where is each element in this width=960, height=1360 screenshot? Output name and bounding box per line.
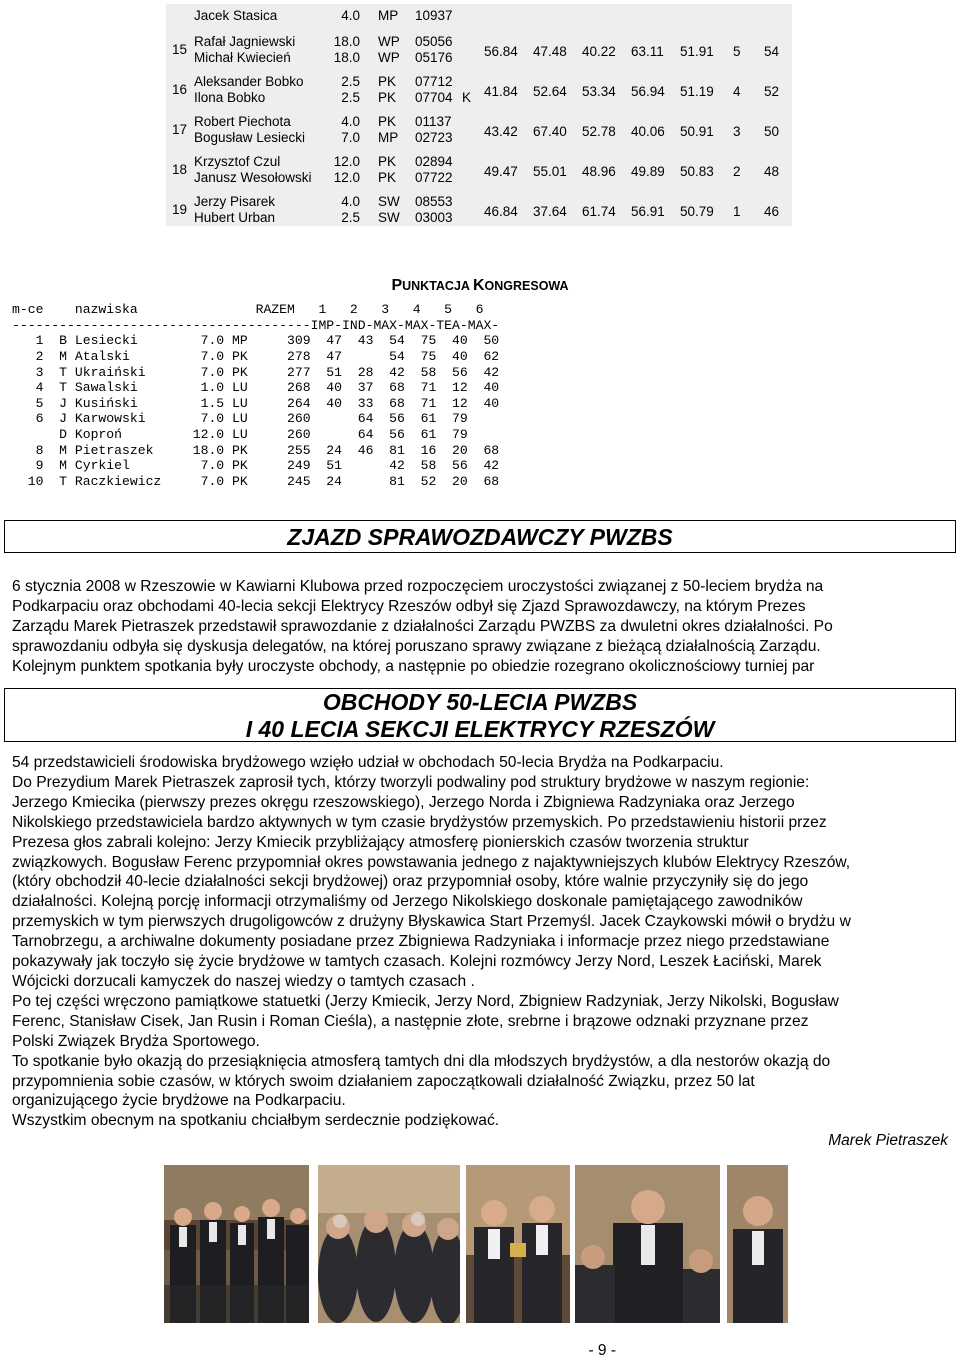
place: 1 [733, 204, 741, 219]
player-club: WP [378, 50, 400, 65]
points: 54 [764, 44, 780, 59]
player-club: PK [378, 114, 397, 129]
player-name: Ilona Bobko [194, 90, 266, 105]
photo-guest [727, 1165, 788, 1323]
photo-speaker [575, 1165, 720, 1323]
player-club: MP [378, 130, 399, 145]
player-handicap: 7.0 [341, 130, 360, 145]
player-handicap: 2.5 [341, 74, 360, 89]
session-score: 49.89 [631, 164, 665, 179]
points: 46 [764, 204, 780, 219]
text-line: Zarządu Marek Pietraszek przedstawił sprawozdanie z działalności Zarządu PWZBS za dwuletni okres działalności. Po [12, 617, 833, 635]
session-score: 50.79 [680, 204, 714, 219]
row-number: 16 [172, 82, 188, 97]
row-number: 19 [172, 202, 188, 217]
player-id: 07704 [415, 90, 453, 105]
text-line: Tarnobrzegu, a archiwalne dokumenty posiadane przez Zbigniewa Radzyniaka i informacje przez niego przedstawiane [12, 933, 830, 951]
place: 2 [733, 164, 741, 179]
session-score: 40.06 [631, 124, 665, 139]
text-line: Prezesa głos zabrali kolejno: Jerzy Kmiecik przybliżający atmosferę pionierskich czasów tworzenia struktur [12, 833, 749, 851]
place: 5 [733, 44, 741, 59]
text-line: Jerzego Kmiecika (pierwszy prezes okręgu rzeszowskiego), Jerzego Norda i Zbigniewa Radzyniaka oraz Jerzego [12, 793, 795, 811]
player-club: PK [378, 90, 397, 105]
session-score: 56.91 [631, 204, 665, 219]
player-club: SW [378, 194, 400, 209]
session-score: 52.64 [533, 84, 567, 99]
text-line: Nikolskiego przedstawiciela bardzo aktywnych w tym czasie brydżystów przemyskich. Po przedstawieniu historii przez [12, 813, 827, 831]
text-line: Kolejnym punktem spotkania były uroczyste obchody, a następnie po obiedzie rozegrano okolicznościowy turniej par [12, 657, 815, 675]
player-handicap: 2.5 [341, 90, 360, 105]
player-name: Hubert Urban [194, 210, 276, 225]
text-line: związkowych. Bogusław Ferenc przypomniał okres powstawania jednego z najaktywniejszych klubów Elektrycy Rzeszów, [12, 853, 851, 871]
ranking-separator: --------------------------------------IMP-IND-MAX-MAX-TEA-MAX- [12, 317, 500, 333]
session-score: 47.48 [533, 44, 567, 59]
text-line: działalności. Kolejną porcję informacji otrzymaliśmy od Jerzego Nikolskiego doskonale pamiętającego zawodników [12, 893, 803, 911]
player-name: Aleksander Bobko [194, 74, 304, 89]
text-line: 54 przedstawicieli środowiska brydżowego wzięło udział w obchodach 50-lecia Brydża na Podkarpaciu. [12, 754, 724, 771]
player-handicap: 18.0 [333, 50, 360, 65]
ranking-header: m-ce nazwiska RAZEM 1 2 3 4 5 6 [12, 302, 484, 317]
place: 3 [733, 124, 741, 139]
ranking-row: 4 T Sawalski 1.0 LU 268 40 37 68 71 12 40 [12, 380, 500, 396]
text-line: Po tej części wręczono pamiątkowe statuetki (Jerzy Kmiecik, Jerzy Nord, Zbigniew Radzyniak, Jerzy Nikolski, Bogusław [12, 992, 839, 1010]
row-number: 17 [172, 122, 188, 137]
session-score: 51.19 [680, 84, 714, 99]
player-id: 02723 [415, 130, 453, 145]
session-score: 56.84 [484, 44, 518, 59]
session-score: 52.78 [582, 124, 616, 139]
player-club: PK [378, 170, 397, 185]
player-id: 07712 [415, 74, 453, 89]
punktacja-ranking [12, 302, 499, 490]
session-score: 37.64 [533, 204, 567, 219]
session-score: 51.91 [680, 44, 714, 59]
results-table [166, 4, 792, 226]
obchody-heading-line-1: OBCHODY 50-LECIA PWZBS [322, 689, 638, 715]
text-line: Do Prezydium Marek Pietraszek zaprosił tych, którzy tworzyli podwaliny pod struktury brydżowe w naszym regionie: [12, 773, 810, 791]
ranking-row: 8 M Pietraszek 18.0 PK 255 24 46 81 16 20 68 [12, 442, 500, 458]
player-club: PK [378, 154, 397, 169]
text-line: 6 stycznia 2008 w Rzeszowie w Kawiarni Klubowa przed rozpoczęciem uroczystości związanej z 50-leciem brydża na [12, 578, 824, 595]
points: 48 [764, 164, 780, 179]
row-number: 15 [172, 42, 188, 57]
category-marker: K [462, 90, 472, 105]
ranking-row: 1 B Lesiecki 7.0 MP 309 47 43 54 75 40 50 [12, 333, 500, 349]
text-line: przemyskich w tym pierwszych drugoligowców z drużyny Błyskawica Start Przemyśl. Jacek Czaykowski mówił o brydżu w [12, 913, 851, 931]
text-line: organizującego życie brydżowe na Podkarpaciu. [12, 1092, 346, 1110]
text-line: przypomnienia sobie czasów, w których swoim działaniem zapoczątkowali działalność Związku, przez 50 lat [12, 1072, 755, 1090]
session-score: 41.84 [484, 84, 518, 99]
session-score: 48.96 [582, 164, 616, 179]
ranking-row: 10 T Raczkiewicz 7.0 PK 245 24 81 52 20 68 [12, 474, 500, 490]
session-score: 46.84 [484, 204, 518, 219]
player-club: MP [378, 8, 399, 23]
session-score: 63.11 [631, 44, 664, 59]
player-id: 07722 [415, 170, 453, 185]
text-line: To spotkanie było okazją do przesiąknięcia atmosferą tamtych dni dla młodszych brydżystów, a dla nestorów okazją do [12, 1052, 831, 1070]
player-handicap: 4.0 [341, 8, 360, 23]
player-handicap: 12.0 [333, 170, 360, 185]
player-id: 08553 [415, 194, 453, 209]
text-line: Polski Związek Brydża Sportowego. [12, 1032, 260, 1050]
text-line: (który obchodził 40-lecie działalności sekcji brydżowej) oraz przypomniał osoby, które walnie przyczyniły się do jego [12, 873, 809, 891]
player-name: Bogusław Lesiecki [194, 130, 306, 145]
session-score: 53.34 [582, 84, 616, 99]
ranking-row: 9 M Cyrkiel 7.0 PK 249 51 42 58 56 42 [12, 458, 500, 474]
player-handicap: 4.0 [341, 114, 360, 129]
text-line: Wszystkim obecnym na spotkaniu chciałbym serdecznie podziękować. [12, 1112, 500, 1130]
player-club: SW [378, 210, 400, 225]
player-handicap: 18.0 [333, 34, 360, 49]
player-name: Rafał Jagniewski [194, 34, 296, 49]
text-line: Wójcicki dorzucali kamyczek do naszej wiedzy o tamtych czasach . [12, 972, 475, 990]
player-name: Jacek Stasica [194, 8, 278, 23]
player-id: 03003 [415, 210, 453, 225]
player-handicap: 2.5 [341, 210, 360, 225]
session-score: 49.47 [484, 164, 518, 179]
ranking-row: 3 T Ukraiński 7.0 PK 277 51 28 42 58 56 42 [12, 364, 500, 380]
place: 4 [733, 84, 741, 99]
text-line: pokazywały jak toczyło się życie brydżowe w tamtych czasach. Kolejni rozmówcy Jerzy Nord, Leszek Łaciński, Marek [12, 953, 822, 971]
zjazd-paragraph [12, 577, 952, 677]
player-id: 05176 [415, 50, 453, 65]
text-line: Ferenc, Stanisław Cisek, Jan Rusin i Roman Cieśla), a następnie złote, srebrne i brązowe odznaki przyznane przez [12, 1012, 809, 1030]
player-id: 02894 [415, 154, 453, 169]
player-id: 01137 [415, 114, 452, 129]
points: 52 [764, 84, 780, 99]
obchody-paragraph [12, 753, 952, 1131]
session-score: 56.94 [631, 84, 665, 99]
player-name: Robert Piechota [194, 114, 291, 129]
text-line: sprawozdaniu odbyła się dyskusja delegatów, na której poruszano sprawy związane z bieżącą działalnością Zarządu. [12, 637, 821, 655]
player-handicap: 12.0 [333, 154, 360, 169]
ranking-row: 2 M Atalski 7.0 PK 278 47 54 75 40 62 [12, 348, 500, 364]
photo-group-meeting [164, 1165, 309, 1323]
player-id: 05056 [415, 34, 453, 49]
session-score: 67.40 [533, 124, 567, 139]
player-club: PK [378, 74, 397, 89]
player-handicap: 4.0 [341, 194, 360, 209]
ranking-row: D Koproń 12.0 LU 260 64 56 61 79 [12, 427, 468, 443]
player-name: Michał Kwiecień [194, 50, 291, 65]
punktacja-title: PUNKTACJA KONGRESOWA [391, 277, 569, 294]
photo-audience [318, 1165, 460, 1323]
session-score: 43.42 [484, 124, 518, 139]
session-score: 50.83 [680, 164, 714, 179]
row-number: 18 [172, 162, 188, 177]
obchody-heading [4, 688, 956, 742]
author-signature: Marek Pietraszek [828, 1132, 948, 1149]
session-score: 61.74 [582, 204, 616, 219]
obchody-heading-line-2: I 40 LECIA SEKCJI ELEKTRYCY RZESZÓW [245, 716, 715, 742]
points: 50 [764, 124, 780, 139]
session-score: 55.01 [533, 164, 567, 179]
ranking-row: 5 J Kusiński 1.5 LU 264 40 33 68 71 12 40 [12, 395, 500, 411]
text-line: Podkarpaciu oraz obchodami 40-lecia sekcji Elektrycy Rzeszów odbył się Zjazd Sprawozdawczy, na którym Prezes [12, 597, 806, 615]
player-name: Janusz Wesołowski [194, 170, 312, 185]
ranking-row: 6 J Karwowski 7.0 LU 260 64 56 61 79 [12, 411, 468, 427]
session-score: 40.22 [582, 44, 616, 59]
photo-award-presentation [466, 1165, 570, 1323]
page-number: - 9 - [588, 1342, 616, 1359]
player-name: Jerzy Pisarek [194, 194, 276, 209]
player-name: Krzysztof Czul [194, 154, 281, 169]
zjazd-heading: ZJAZD SPRAWOZDAWCZY PWZBS [4, 520, 956, 553]
player-club: WP [378, 34, 400, 49]
player-id: 10937 [415, 8, 453, 23]
session-score: 50.91 [680, 124, 714, 139]
